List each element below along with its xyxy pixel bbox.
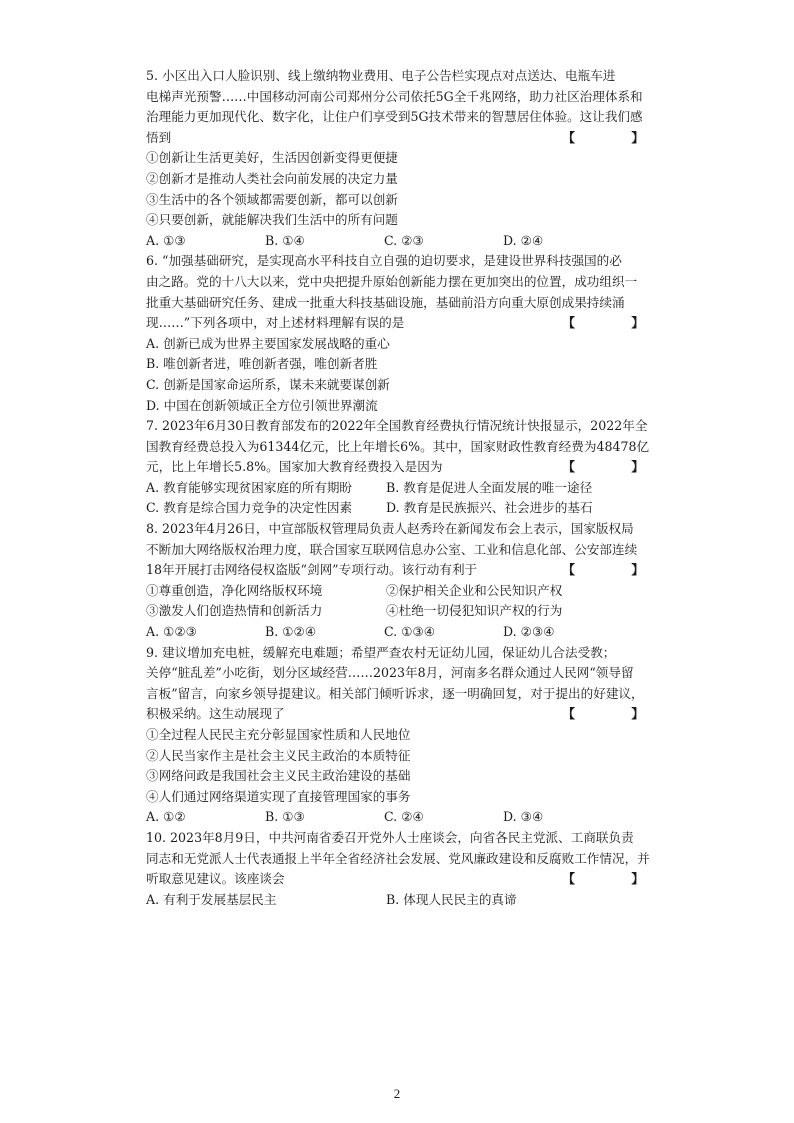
choice-b: B. 唯创新者进，唯创新者强，唯创新者胜 [146,356,378,372]
question-list [146,66,670,910]
question-stem-line: 5. 小区出入口人脸识别、线上缴纳物业费用、电子公告栏实现点对点送达、电瓶车进 [146,68,616,83]
statement-option: ④杜绝一切侵犯知识产权的行为 [386,603,563,619]
answer-choices [146,807,670,828]
answer-bracket: 【 】 [562,129,670,145]
choice-d: D. 中国在创新领域正全方位引领世界潮流 [146,397,378,413]
question-stem-line [146,128,670,149]
question-9 [146,643,670,828]
choice-c: C. 创新是国家命运所系，谋未来就要谋创新 [146,376,390,392]
question-stem-line: 8. 2023年4月26日，中宣部版权管理局负责人赵秀玲在新闻发布会上表示，国家版权局 [146,521,634,537]
statement-option: ③网络问政是我国社会主义民主政治建设的基础 [146,768,411,784]
choice-b: B. ①③ [265,809,305,825]
statement-option: ①尊重创造，净化网络版权环境 [146,582,323,598]
stem-text: 听取意见建议。该座谈会 [146,871,285,887]
question-5 [146,66,670,251]
question-stem-line: 关停“脏乱差”小吃街，划分区域经营……2023年8月，河南多名群众通过人民网“领导留 [146,665,634,681]
statement-option: ②创新才是推动人类社会向前发展的决定力量 [146,170,398,186]
choice-c: C. ②③ [384,232,424,248]
answer-choices-row [146,498,670,519]
question-stem-line: 7. 2023年6月30日教育部发布的2022年全国教育经费执行情况统计快报显示，2022年全 [146,418,648,434]
question-stem-line: 6. “加强基础研究，是实现高水平科技自立自强的迫切要求，是建设世界科技强国的必 [146,253,622,269]
choice-c: C. ②④ [384,809,424,825]
page-number: 2 [393,1086,401,1101]
statement-option: ①创新让生活更美好，生活因创新变得更便捷 [146,150,398,166]
question-stem-line: 治理能力更加现代化、数字化，让住户们享受到5G技术带来的智慧居住体验。这让我们感 [146,109,643,125]
statement-options-row [146,601,670,622]
stem-text: 现……”下列各项中，对上述材料理解有误的是 [146,315,405,331]
answer-bracket: 【 】 [562,315,670,331]
choice-a: A. ①③ [146,232,186,248]
stem-text: 18年开展打击网络侵权盗版“剑网”专项行动。该行动有利于 [146,562,478,578]
statement-option: ③激发人们创造热情和创新活力 [146,603,323,619]
question-stem-line: 电梯声光预警……中国移动河南公司郑州分公司依托5G全千兆网络，助力社区治理体系和 [146,88,643,104]
statement-option: ④人们通过网络渠道实现了直接管理国家的事务 [146,788,411,804]
choice-b: B. 体现人民民主的真谛 [386,891,517,907]
statement-options-row [146,581,670,602]
question-stem-line: 9. 建议增加充电桩，缓解充电难题；希望严查农村无证幼儿园，保证幼儿合法受教； [146,644,616,660]
answer-choices [146,231,670,252]
question-stem-line: 批重大基础研究任务、建成一批重大科技基础设施，基础前沿方向重大原创成果持续涌 [146,294,625,310]
question-stem-line: 国教育经费总投入为61344亿元，比上年增长6%。其中，国家财政性教育经费为48478亿 [146,438,650,454]
answer-choices [146,622,670,643]
question-8 [146,519,670,643]
choice-c: C. ①③④ [384,624,436,640]
question-stem-line [146,869,670,890]
question-stem-line [146,457,670,478]
question-stem-line [146,704,670,725]
stem-text: 元，比上年增长5.8%。国家加大教育经费投入是因为 [146,459,443,475]
question-10 [146,828,670,910]
question-stem-line: 由之路。党的十八大以来，党中央把提升原始创新能力摆在更加突出的位置，成功组织一 [146,273,638,289]
answer-bracket: 【 】 [562,706,670,722]
answer-bracket: 【 】 [562,459,670,475]
statement-option: ①全过程人民民主充分彰显国家性质和人民地位 [146,727,411,742]
choice-a: A. 创新已成为世界主要国家发展战略的重心 [146,335,390,351]
choice-b: B. ①④ [265,232,305,248]
answer-choices-row [146,478,670,499]
question-stem-line: 同志和无党派人士代表通报上半年全省经济社会发展、党风廉政建设和反腐败工作情况，并 [146,850,650,866]
answer-bracket: 【 】 [562,562,670,578]
question-stem-line: 言板”留言，向家乡领导提建议。相关部门倾听诉求，逐一明确回复，对于提出的好建议， [146,685,644,701]
statement-option: ④只要创新，就能解决我们生活中的所有问题 [146,212,398,228]
choice-d: D. ③④ [503,809,544,825]
statement-option: ②保护相关企业和公民知识产权 [386,582,563,598]
stem-text: 悟到 [146,129,172,145]
choice-d: D. 教育是民族振兴、社会进步的基石 [386,500,593,516]
choice-a: A. ①②③ [146,624,197,640]
question-6 [146,251,670,416]
answer-choices-row [146,890,670,911]
choice-a: A. 教育能够实现贫困家庭的所有期盼 [146,479,353,495]
question-stem-line [146,313,670,334]
choice-d: D. ②③④ [503,624,555,640]
choice-d: D. ②④ [503,232,544,248]
choice-a: A. 有利于发展基层民主 [146,891,277,907]
question-stem-line [146,560,670,581]
choice-b: B. 教育是促进人全面发展的唯一途径 [386,479,593,495]
question-7 [146,416,670,519]
statement-option: ②人民当家作主是社会主义民主政治的本质特征 [146,747,411,763]
choice-c: C. 教育是综合国力竞争的决定性因素 [146,500,353,516]
answer-bracket: 【 】 [562,871,670,887]
choice-b: B. ①②④ [265,624,317,640]
question-stem-line: 10. 2023年8月9日，中共河南省委召开党外人士座谈会，向省各民主党派、工商联负责 [146,829,634,845]
stem-text: 积极采纳。这生动展现了 [146,706,285,722]
choice-a: A. ①② [146,809,186,825]
question-stem-line: 不断加大网络版权治理力度，联合国家互联网信息办公室、工业和信息化部、公安部连续 [146,541,638,557]
statement-option: ③生活中的各个领域都需要创新，都可以创新 [146,191,398,207]
